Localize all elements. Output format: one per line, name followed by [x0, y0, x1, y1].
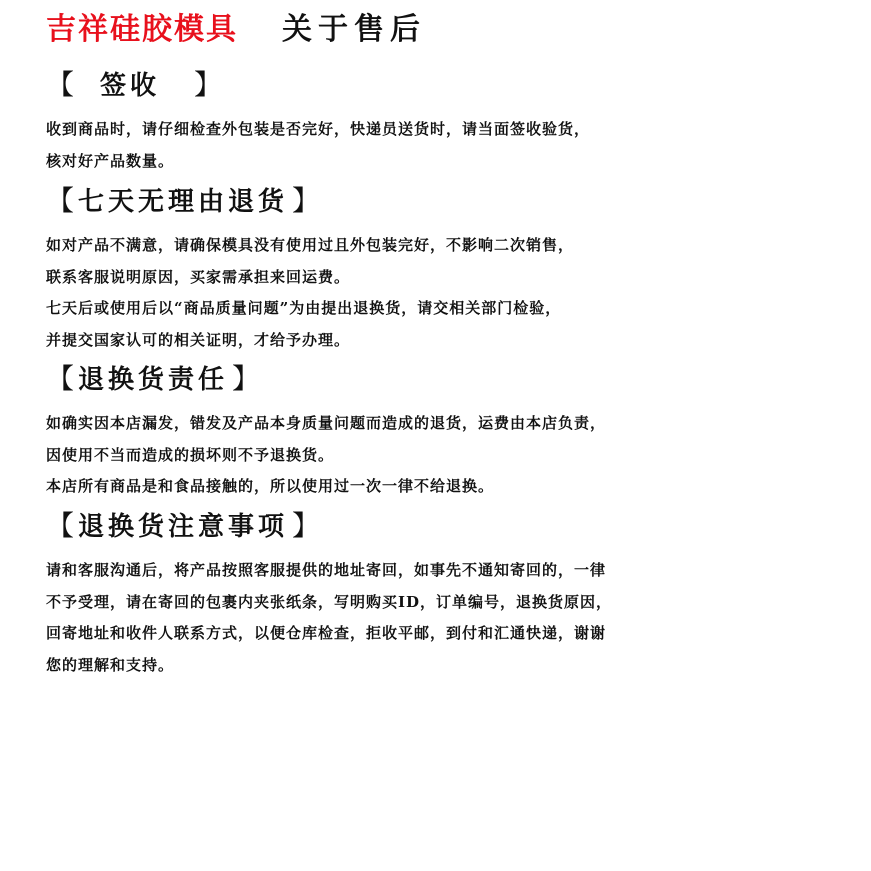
text-line: 并提交国家认可的相关证明，才给予办理。	[46, 330, 351, 349]
section-title-return-7-days: 七天无理由退货	[78, 186, 289, 217]
section-body-return-7-days	[46, 230, 646, 356]
bracket-open: 【	[46, 509, 75, 542]
text-line: 核对好产品数量。	[46, 151, 175, 170]
section-heading-sign	[46, 62, 222, 104]
text-line: 如确实因本店漏发，错发及产品本身质量问题而造成的退货，运费由本店负责，	[46, 414, 607, 432]
text-line: 如对产品不满意，请确保模具没有使用过且外包装完好，不影响二次销售，	[46, 236, 575, 254]
bracket-close: 】	[292, 509, 321, 542]
text-line: 您的理解和支持。	[46, 655, 175, 674]
text-line: 不予受理，请在寄回的包裹内夹张纸条，写明购买ID，订单编号，退换货原因，	[46, 592, 613, 611]
text-line: 联系客服说明原因，买家需承担来回运费。	[46, 267, 351, 286]
section-title-sign: 签收	[100, 70, 161, 101]
bracket-close: 】	[194, 68, 223, 101]
page-header	[46, 4, 426, 48]
text-line: 七天后或使用后以“商品质量问题”为由提出退换货，请交相关部门检验，	[46, 299, 562, 317]
text-line: 回寄地址和收件人联系方式，以便仓库检查，拒收平邮，到付和汇通快递，谢谢	[46, 624, 607, 642]
bracket-close: 】	[292, 184, 321, 217]
bracket-close: 】	[232, 362, 261, 395]
text-line: 因使用不当而造成的损坏则不予退换货。	[46, 445, 335, 464]
page-title: 关于售后	[282, 12, 426, 47]
bracket-open: 【	[46, 362, 75, 395]
section-body-notes	[46, 555, 646, 681]
text-line: 请和客服沟通后，将产品按照客服提供的地址寄回，如事先不通知寄回的，一律	[46, 561, 607, 579]
section-body-sign	[46, 114, 646, 177]
text-line: 收到商品时，请仔细检查外包装是否完好，快递员送货时，请当面签收验货，	[46, 120, 591, 138]
section-title-notes: 退换货注意事项	[78, 511, 289, 542]
section-heading-responsibility	[46, 356, 260, 398]
section-heading-notes	[46, 503, 320, 545]
bracket-open: 【	[46, 68, 75, 101]
text-line: 本店所有商品是和食品接触的，所以使用过一次一律不给退换。	[46, 477, 495, 495]
section-heading-return-7-days	[46, 178, 320, 220]
section-title-responsibility: 退换货责任	[78, 364, 229, 395]
section-body-responsibility	[46, 408, 646, 503]
bracket-open: 【	[46, 184, 75, 217]
brand-name: 吉祥硅胶模具	[46, 12, 238, 47]
